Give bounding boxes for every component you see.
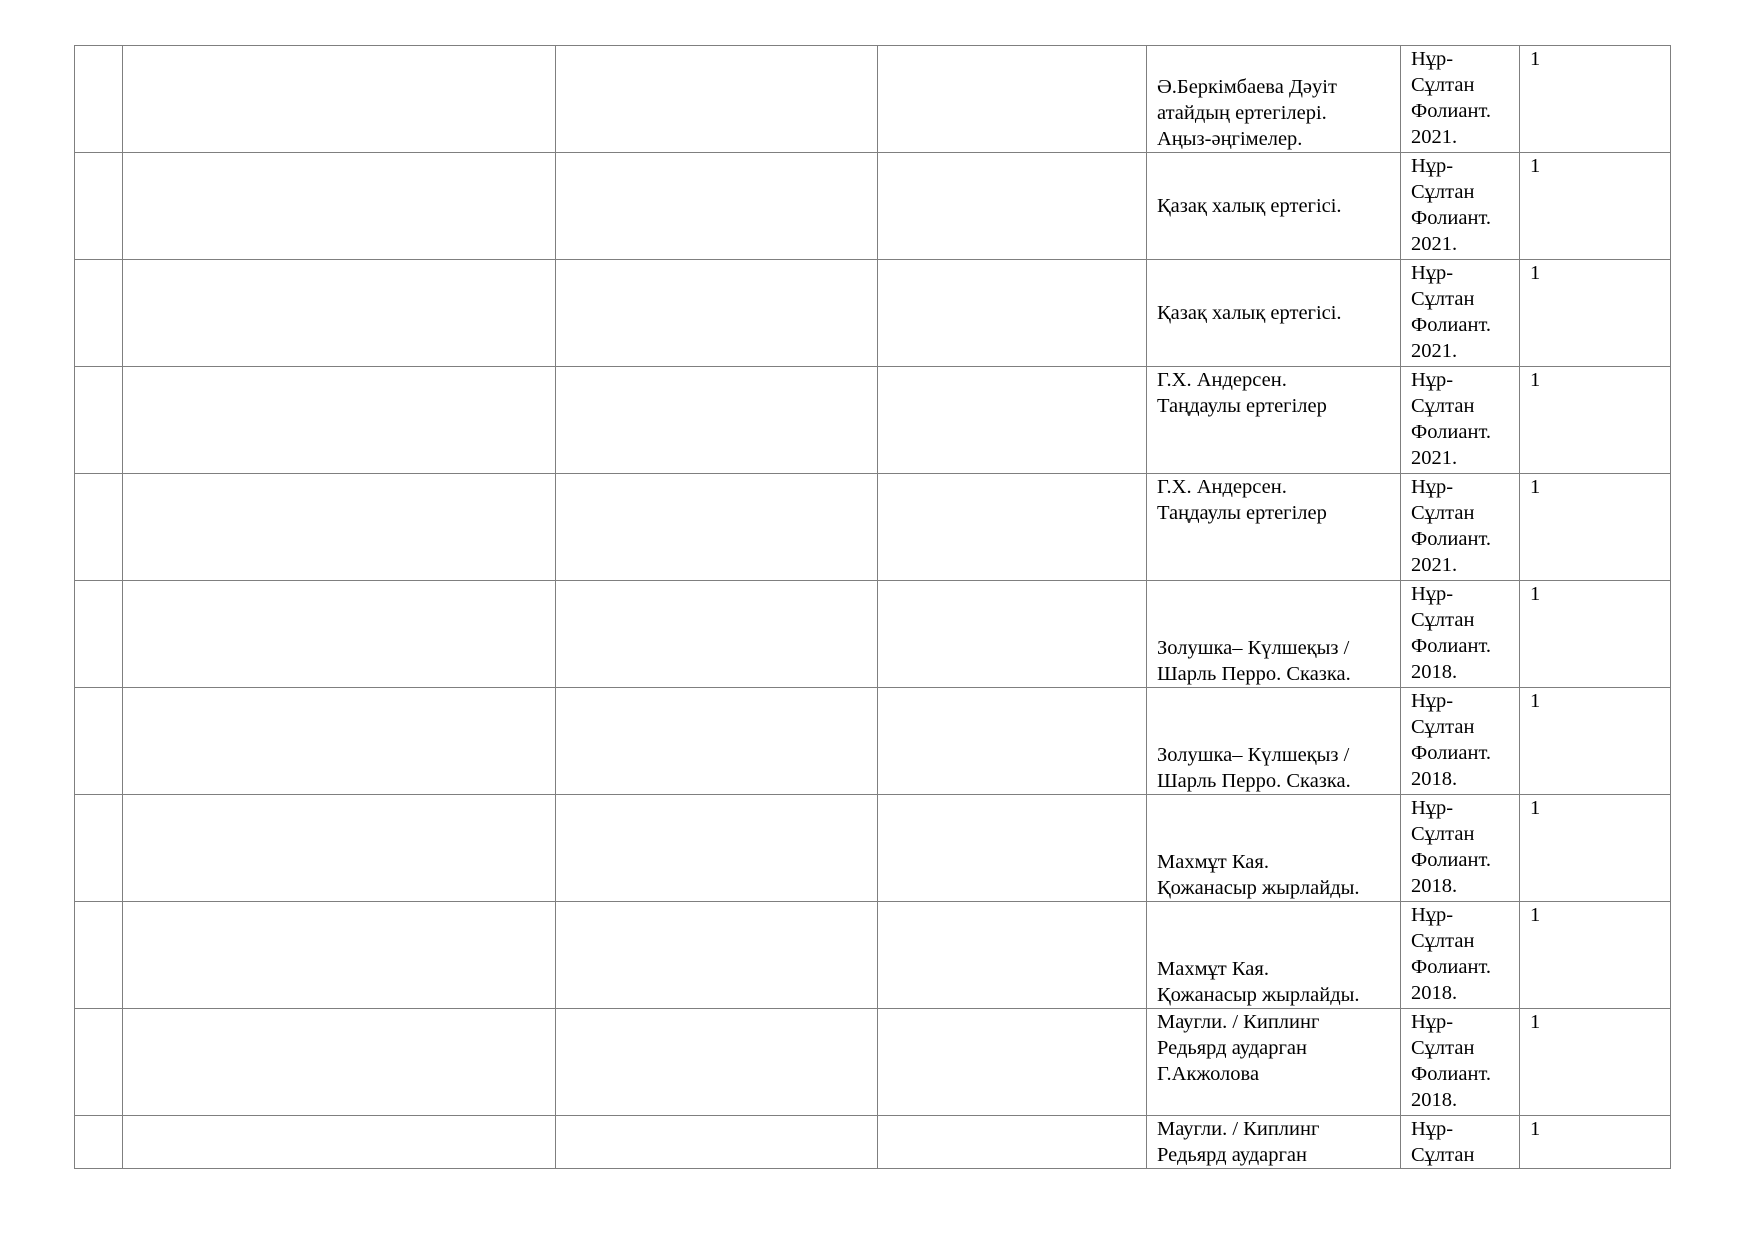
- publisher-cell: [1401, 902, 1520, 1009]
- empty-cell: [556, 367, 878, 474]
- book-title-line: Шарль Перро. Сказка.: [1157, 663, 1351, 685]
- publisher-cell: [1401, 367, 1520, 474]
- book-title-line: Редьярд аударган: [1157, 1144, 1307, 1166]
- quantity-cell: 1: [1520, 153, 1671, 260]
- publisher-line: Нұр-: [1411, 583, 1454, 605]
- book-title-line: Қазақ халық ертегісі.: [1157, 195, 1342, 217]
- empty-cell: [556, 474, 878, 581]
- table-row: [75, 902, 1671, 1009]
- publisher-cell: [1401, 1116, 1520, 1169]
- empty-cell: [556, 902, 878, 1009]
- empty-cell: [123, 1116, 556, 1169]
- book-title-line: Махмұт Кая.: [1157, 851, 1269, 873]
- document-page: [74, 45, 1670, 1169]
- book-title-line: Таңдаулы ертегілер: [1157, 395, 1327, 417]
- book-title-line: Г.Акжолова: [1157, 1063, 1260, 1085]
- book-title-line: Аңыз-әңгімелер.: [1157, 128, 1303, 150]
- publisher-line: Фолиант.: [1411, 956, 1491, 978]
- table-row: [75, 46, 1671, 153]
- book-title-cell: [1147, 474, 1401, 581]
- table-row: [75, 260, 1671, 367]
- book-title-line: Таңдаулы ертегілер: [1157, 502, 1327, 524]
- empty-cell: [556, 260, 878, 367]
- book-title-cell: [1147, 795, 1401, 902]
- empty-cell: [878, 260, 1147, 367]
- publisher-line: Сұлтан: [1411, 74, 1475, 96]
- empty-cell: [123, 367, 556, 474]
- book-title-line: Қожанасыр жырлайды.: [1157, 984, 1360, 1006]
- publisher-line: Нұр-: [1411, 369, 1454, 391]
- empty-cell: [878, 46, 1147, 153]
- publisher-line: 2018.: [1411, 982, 1458, 1004]
- publisher-line: 2021.: [1411, 126, 1458, 148]
- quantity-cell: 1: [1520, 688, 1671, 795]
- publisher-line: 2021.: [1411, 340, 1458, 362]
- publisher-line: 2018.: [1411, 768, 1458, 790]
- book-title-line: Қожанасыр жырлайды.: [1157, 877, 1360, 899]
- empty-cell: [878, 1116, 1147, 1169]
- book-title-line: Золушка– Күлшеқыз /: [1157, 744, 1350, 766]
- publisher-line: Сұлтан: [1411, 288, 1475, 310]
- empty-cell: [123, 902, 556, 1009]
- book-title-line: Г.Х. Андерсен.: [1157, 476, 1287, 498]
- publisher-line: Нұр-: [1411, 48, 1454, 70]
- publisher-line: 2018.: [1411, 1089, 1458, 1111]
- empty-cell: [878, 367, 1147, 474]
- number-cell: [75, 367, 123, 474]
- quantity-cell: 1: [1520, 260, 1671, 367]
- publisher-line: Нұр-: [1411, 690, 1454, 712]
- book-title-line: Маугли. / Киплинг: [1157, 1011, 1320, 1033]
- publisher-cell: [1401, 1009, 1520, 1116]
- publisher-line: Сұлтан: [1411, 181, 1475, 203]
- empty-cell: [123, 260, 556, 367]
- table-row: [75, 1009, 1671, 1116]
- number-cell: [75, 688, 123, 795]
- publisher-line: Нұр-: [1411, 904, 1454, 926]
- number-cell: [75, 581, 123, 688]
- empty-cell: [123, 688, 556, 795]
- book-title-line: Ә.Беркімбаева Дәуіт: [1157, 76, 1337, 98]
- book-inventory-table: [74, 45, 1671, 1169]
- table-row: [75, 153, 1671, 260]
- book-title-cell: [1147, 581, 1401, 688]
- book-title-cell: [1147, 260, 1401, 367]
- empty-cell: [556, 46, 878, 153]
- book-title-line: Шарль Перро. Сказка.: [1157, 770, 1351, 792]
- empty-cell: [878, 902, 1147, 1009]
- quantity-cell: 1: [1520, 1116, 1671, 1169]
- book-title-cell: [1147, 902, 1401, 1009]
- number-cell: [75, 1116, 123, 1169]
- table-body: [75, 46, 1671, 1169]
- publisher-cell: [1401, 688, 1520, 795]
- number-cell: [75, 153, 123, 260]
- publisher-cell: [1401, 795, 1520, 902]
- publisher-line: 2021.: [1411, 447, 1458, 469]
- book-title-cell: [1147, 46, 1401, 153]
- quantity-cell: 1: [1520, 46, 1671, 153]
- empty-cell: [123, 46, 556, 153]
- quantity-cell: 1: [1520, 367, 1671, 474]
- empty-cell: [556, 795, 878, 902]
- number-cell: [75, 1009, 123, 1116]
- book-title-line: Қазақ халық ертегісі.: [1157, 302, 1342, 324]
- publisher-line: Сұлтан: [1411, 395, 1475, 417]
- book-title-line: Маугли. / Киплинг: [1157, 1118, 1320, 1140]
- publisher-cell: [1401, 474, 1520, 581]
- book-title-cell: [1147, 1009, 1401, 1116]
- empty-cell: [123, 1009, 556, 1116]
- book-title-cell: [1147, 688, 1401, 795]
- quantity-cell: 1: [1520, 902, 1671, 1009]
- number-cell: [75, 46, 123, 153]
- publisher-cell: [1401, 46, 1520, 153]
- publisher-line: Сұлтан: [1411, 930, 1475, 952]
- publisher-line: Нұр-: [1411, 1011, 1454, 1033]
- table-row: [75, 795, 1671, 902]
- publisher-line: Сұлтан: [1411, 716, 1475, 738]
- publisher-line: Нұр-: [1411, 476, 1454, 498]
- book-title-cell: [1147, 153, 1401, 260]
- publisher-line: Сұлтан: [1411, 1037, 1475, 1059]
- publisher-line: Сұлтан: [1411, 823, 1475, 845]
- publisher-line: Фолиант.: [1411, 849, 1491, 871]
- table-row: [75, 688, 1671, 795]
- table-row: [75, 1116, 1671, 1169]
- empty-cell: [878, 474, 1147, 581]
- book-title-cell: [1147, 1116, 1401, 1169]
- publisher-line: Сұлтан: [1411, 1144, 1475, 1166]
- empty-cell: [878, 688, 1147, 795]
- number-cell: [75, 902, 123, 1009]
- table-row: [75, 474, 1671, 581]
- book-title-line: Редьярд аударган: [1157, 1037, 1307, 1059]
- table-row: [75, 367, 1671, 474]
- publisher-line: Фолиант.: [1411, 1063, 1491, 1085]
- publisher-line: 2021.: [1411, 233, 1458, 255]
- empty-cell: [123, 153, 556, 260]
- number-cell: [75, 474, 123, 581]
- quantity-cell: 1: [1520, 474, 1671, 581]
- publisher-line: 2018.: [1411, 875, 1458, 897]
- empty-cell: [878, 581, 1147, 688]
- empty-cell: [556, 581, 878, 688]
- empty-cell: [123, 474, 556, 581]
- publisher-cell: [1401, 581, 1520, 688]
- publisher-line: Нұр-: [1411, 797, 1454, 819]
- empty-cell: [556, 153, 878, 260]
- publisher-line: Фолиант.: [1411, 742, 1491, 764]
- publisher-line: Сұлтан: [1411, 502, 1475, 524]
- book-title-line: Золушка– Күлшеқыз /: [1157, 637, 1350, 659]
- publisher-line: 2018.: [1411, 661, 1458, 683]
- empty-cell: [556, 1116, 878, 1169]
- publisher-cell: [1401, 260, 1520, 367]
- publisher-line: Фолиант.: [1411, 421, 1491, 443]
- publisher-line: Фолиант.: [1411, 635, 1491, 657]
- publisher-cell: [1401, 153, 1520, 260]
- publisher-line: Фолиант.: [1411, 314, 1491, 336]
- empty-cell: [878, 1009, 1147, 1116]
- publisher-line: 2021.: [1411, 554, 1458, 576]
- empty-cell: [878, 153, 1147, 260]
- quantity-cell: 1: [1520, 581, 1671, 688]
- publisher-line: Фолиант.: [1411, 528, 1491, 550]
- empty-cell: [123, 795, 556, 902]
- empty-cell: [123, 581, 556, 688]
- empty-cell: [556, 1009, 878, 1116]
- quantity-cell: 1: [1520, 795, 1671, 902]
- empty-cell: [556, 688, 878, 795]
- quantity-cell: 1: [1520, 1009, 1671, 1116]
- publisher-line: Нұр-: [1411, 1118, 1454, 1140]
- empty-cell: [878, 795, 1147, 902]
- publisher-line: Нұр-: [1411, 262, 1454, 284]
- publisher-line: Фолиант.: [1411, 100, 1491, 122]
- number-cell: [75, 260, 123, 367]
- book-title-line: Махмұт Кая.: [1157, 958, 1269, 980]
- number-cell: [75, 795, 123, 902]
- book-title-cell: [1147, 367, 1401, 474]
- book-title-line: Г.Х. Андерсен.: [1157, 369, 1287, 391]
- table-row: [75, 581, 1671, 688]
- book-title-line: атайдың ертегілері.: [1157, 102, 1327, 124]
- publisher-line: Сұлтан: [1411, 609, 1475, 631]
- publisher-line: Фолиант.: [1411, 207, 1491, 229]
- publisher-line: Нұр-: [1411, 155, 1454, 177]
